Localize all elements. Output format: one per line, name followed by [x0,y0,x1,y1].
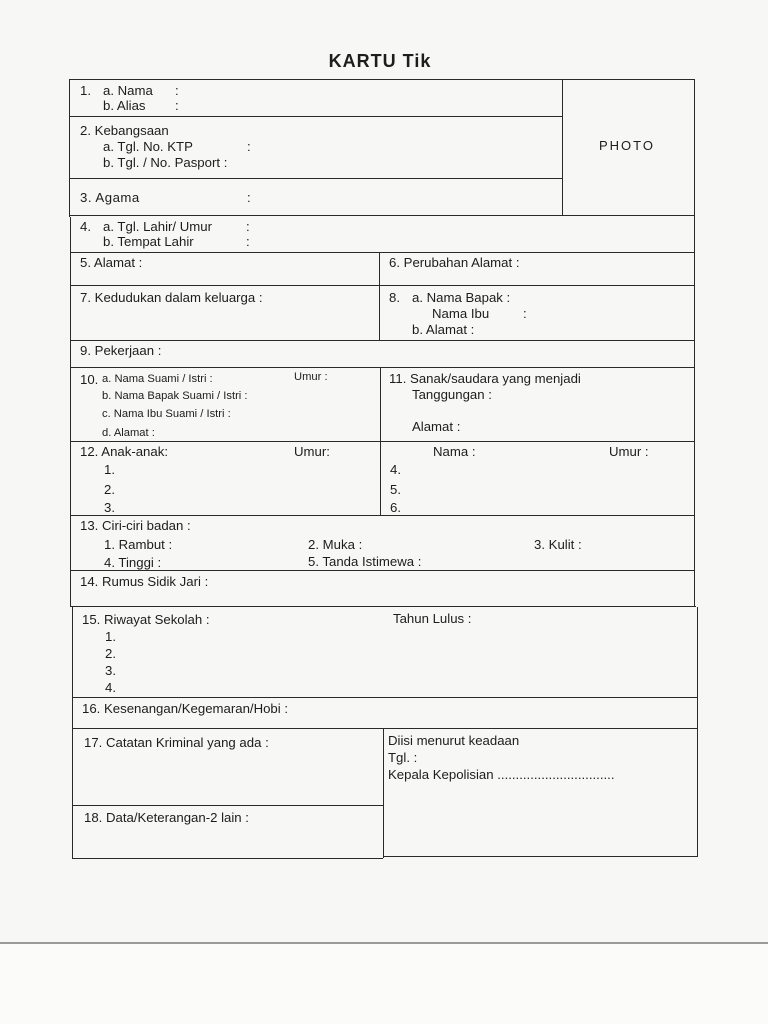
form-border-left [72,607,73,859]
field-11-alamat-label: Alamat : [412,419,461,434]
field-12-umur-left: Umur: [294,444,330,459]
child-item: 1. [104,462,115,477]
police-note-line1: Diisi menurut keadaan [388,733,520,748]
field-15-label: 15. Riwayat Sekolah : [82,612,210,627]
field-4-number: 4. [80,219,91,234]
field-8b-label: b. Alamat : [412,322,475,337]
row-divider [70,606,696,607]
field-4a-label: a. Tgl. Lahir/ Umur [103,219,212,234]
field-7-label: 7. Kedudukan dalam keluarga : [80,290,263,305]
field-1b-label: b. Alias [103,98,146,113]
form-border-left [70,217,71,607]
field-1-number: 1. [80,83,91,98]
field-4b-colon: : [246,234,250,249]
field-8-ibu-label: Nama Ibu [432,306,490,321]
child-item: 2. [104,482,115,497]
field-18-label: 18. Data/Keterangan-2 lain : [84,810,249,825]
police-note-date: Tgl. : [388,750,418,765]
field-12-umur-right: Umur : [609,444,649,459]
field-3-label: 3. Agama [80,190,140,205]
school-item: 4. [105,680,116,695]
scan-background [0,944,768,1024]
form-border-top [69,79,694,80]
field-15-tahun-label: Tahun Lulus : [393,611,472,626]
column-divider [380,367,381,515]
field-10-number: 10. [80,372,99,387]
field-2b-label: b. Tgl. / No. Pasport : [103,155,228,170]
row-divider [72,805,383,806]
field-6-label: 6. Perubahan Alamat : [389,255,520,270]
field-11-label-cont: Tanggungan : [412,387,492,402]
row-divider [69,116,562,117]
form-border-bottom [383,856,698,857]
school-item: 2. [105,646,116,661]
row-divider [70,252,694,253]
field-10b-label: b. Nama Bapak Suami / Istri : [102,390,248,402]
field-3-colon: : [247,190,251,205]
field-13-tanda: 5. Tanda Istimewa : [308,554,422,569]
field-9-label: 9. Pekerjaan : [80,343,162,358]
field-14-label: 14. Rumus Sidik Jari : [80,574,209,589]
photo-placeholder: PHOTO [599,138,655,153]
field-1a-label: a. Nama [103,83,153,98]
form-border-left [69,79,70,217]
field-17-label: 17. Catatan Kriminal yang ada : [84,735,269,750]
row-divider [72,697,697,698]
row-divider [70,340,694,341]
row-divider [70,570,695,571]
form-title: KARTU Tik [328,51,432,71]
school-item: 1. [105,629,116,644]
child-item: 4. [390,462,401,477]
field-13-kulit: 3. Kulit : [534,537,582,552]
form-border-right [697,607,698,857]
field-8-ibu-colon: : [523,306,527,321]
field-8a-label: a. Nama Bapak : [412,290,511,305]
row-divider [70,285,694,286]
child-item: 3. [104,500,115,515]
field-5-label: 5. Alamat : [80,255,143,270]
field-13-tinggi: 4. Tinggi : [104,555,162,570]
row-divider [72,728,697,729]
field-4b-label: b. Tempat Lahir [103,234,194,249]
photo-box-divider [562,79,563,215]
field-10-umur-label: Umur : [294,371,328,383]
field-2a-label: a. Tgl. No. KTP [103,139,193,154]
field-4a-colon: : [246,219,250,234]
school-item: 3. [105,663,116,678]
field-10a-label: a. Nama Suami / Istri : [102,373,213,385]
row-divider [70,367,694,368]
field-10d-label: d. Alamat : [102,427,155,439]
field-16-label: 16. Kesenangan/Kegemaran/Hobi : [82,701,289,716]
row-divider [70,515,694,516]
police-signature-line: Kepala Kepolisian ................................ [388,767,615,782]
form-border-right [694,79,695,607]
field-12-label: 12. Anak-anak: [80,444,168,459]
field-11-label: 11. Sanak/saudara yang menjadi [389,371,581,386]
field-13-label: 13. Ciri-ciri badan : [80,518,191,533]
field-2-label: 2. Kebangsaan [80,123,169,138]
field-2a-colon: : [247,139,251,154]
field-1a-colon: : [175,83,179,98]
form-border-bottom [72,858,383,859]
field-8-number: 8. [389,290,400,305]
field-10c-label: c. Nama Ibu Suami / Istri : [102,408,231,420]
row-divider [69,178,562,179]
child-item: 6. [390,500,401,515]
column-divider [383,728,384,858]
row-divider [70,441,694,442]
row-divider [69,215,694,216]
column-divider [379,252,380,341]
field-13-rambut: 1. Rambut : [104,537,173,552]
child-item: 5. [390,482,401,497]
field-13-muka: 2. Muka : [308,537,363,552]
field-1b-colon: : [175,98,179,113]
field-12-nama-label: Nama : [433,444,476,459]
